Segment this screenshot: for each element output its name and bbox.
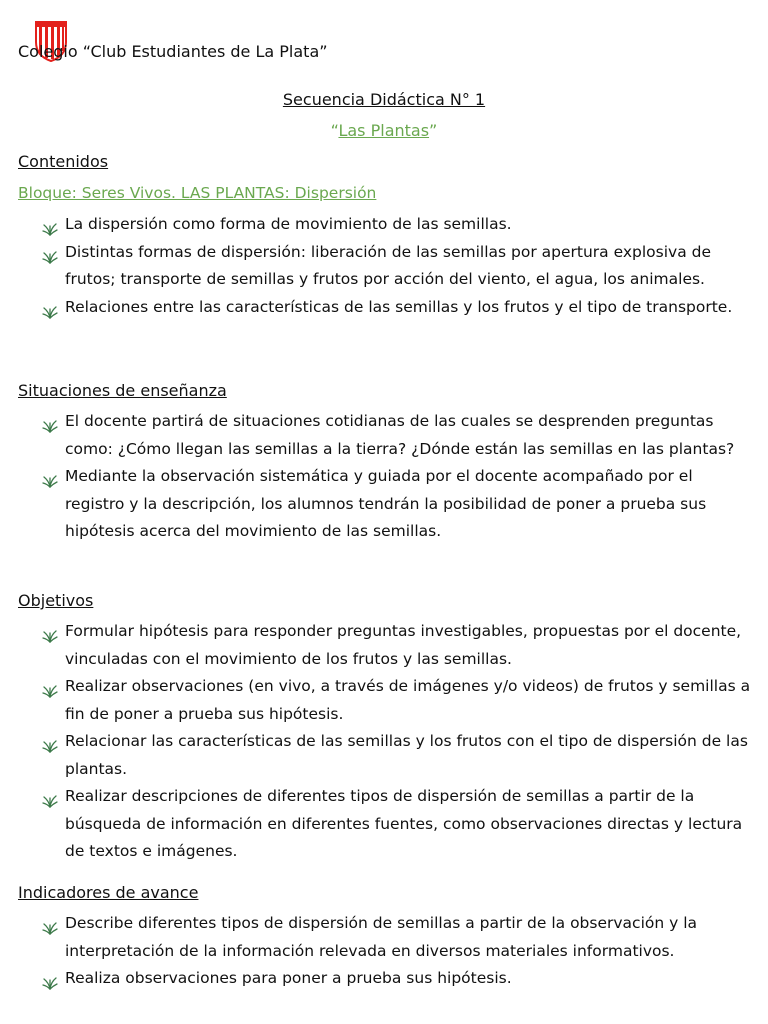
- list-item-text: Formular hipótesis para responder preguntas investigables, propuestas por el docente, vinculadas con el movimiento de los frutos y las semillas.: [65, 622, 742, 668]
- list-item: [0, 965, 768, 993]
- contenidos-heading: Contenidos: [18, 152, 109, 171]
- list-item: [0, 783, 768, 866]
- list-item-text: Describe diferentes tipos de dispersión de semillas a partir de la observación y la interpretación de la información relevada en diversos materiales informativos.: [65, 914, 698, 960]
- topic-title: [0, 121, 768, 140]
- contenidos-list: [0, 211, 768, 321]
- list-item: [0, 239, 768, 294]
- grass-sprout-icon: [42, 246, 58, 260]
- list-item: [0, 910, 768, 965]
- indicadores-list: [0, 910, 768, 993]
- grass-sprout-icon: [42, 218, 58, 232]
- list-item: [0, 728, 768, 783]
- indicadores-heading: Indicadores de avance: [18, 883, 199, 902]
- list-item-text: El docente partirá de situaciones cotidianas de las cuales se desprenden preguntas como: ¿Cómo llegan las semillas a la tierra? ¿Dónde están las semillas en las plantas?: [65, 412, 735, 458]
- list-item-text: Distintas formas de dispersión: liberación de las semillas por apertura explosiva de frutos; transporte de semillas y frutos por acción del viento, el agua, los animales.: [65, 242, 711, 288]
- list-item-text: Realiza observaciones para poner a prueba sus hipótesis.: [65, 969, 512, 987]
- grass-sprout-icon: [42, 972, 58, 986]
- grass-sprout-icon: [42, 301, 58, 315]
- situaciones-heading: Situaciones de enseñanza: [18, 381, 227, 400]
- grass-sprout-icon: [42, 415, 58, 429]
- list-item: [0, 408, 768, 463]
- list-item-text: Mediante la observación sistemática y guiada por el docente acompañado por el registro y la descripción, los alumnos tendrán la posibilidad de poner a prueba sus hipótesis acerca del movimiento de las semillas.: [65, 467, 707, 540]
- list-item: [0, 673, 768, 728]
- list-item: [0, 618, 768, 673]
- list-item-text: La dispersión como forma de movimiento de las semillas.: [65, 215, 512, 233]
- grass-sprout-icon: [42, 680, 58, 694]
- topic-text: Las Plantas: [338, 121, 430, 140]
- grass-sprout-icon: [42, 470, 58, 484]
- list-item: [0, 294, 768, 322]
- list-item-text: Realizar descripciones de diferentes tipos de dispersión de semillas a partir de la búsqueda de información en diferentes fuentes, como observaciones directas y lectura de textos e imágenes.: [65, 787, 743, 860]
- grass-sprout-icon: [42, 625, 58, 639]
- list-item: [0, 463, 768, 546]
- objetivos-list: [0, 618, 768, 866]
- objetivos-heading: Objetivos: [18, 591, 94, 610]
- grass-sprout-icon: [42, 735, 58, 749]
- list-item-text: Relaciones entre las características de las semillas y los frutos y el tipo de transporte.: [65, 297, 733, 316]
- list-item: [0, 211, 768, 239]
- grass-sprout-icon: [42, 790, 58, 804]
- grass-sprout-icon: [42, 917, 58, 931]
- list-item-text: Relacionar las características de las semillas y los frutos con el tipo de dispersión de las plantas.: [65, 732, 748, 778]
- topic-close-quote: ”: [429, 121, 438, 140]
- topic-open-quote: “: [330, 121, 339, 140]
- list-item-text: Realizar observaciones (en vivo, a través de imágenes y/o videos) de frutos y semillas a fin de poner a prueba sus hipótesis.: [65, 677, 751, 723]
- contenidos-block: Bloque: Seres Vivos. LAS PLANTAS: Dispersión: [18, 184, 377, 202]
- school-name: Colegio “Club Estudiantes de La Plata”: [18, 42, 328, 61]
- sequence-title: Secuencia Didáctica N° 1: [282, 90, 486, 109]
- situaciones-list: [0, 408, 768, 546]
